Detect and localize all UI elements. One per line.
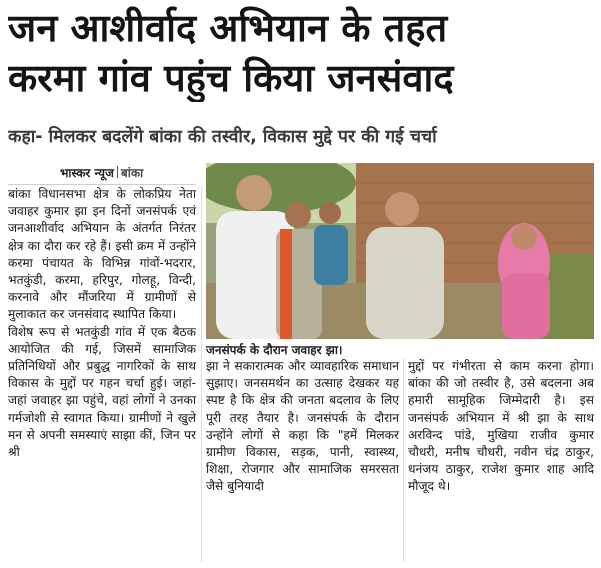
column-2-paragraph-1: झा ने सकारात्मक और व्यावहारिक समाधान सुझाए। जनसमर्थन का उत्साह देखकर यह स्पष्ट है कि क्षेत्र की जनता बदलाव के लिए पूरी तरह तैयार है। जनसंपर्क के दौरान उन्होंने लोगों से कहा कि "हमें मिलकर ग्रामीण विकास, सड़क, पानी, स्वास्थ्य, शिक्षा, रोजगार और सामाजिक समरसता जैसे बुनियादी [206, 359, 399, 494]
article-column-3 [408, 358, 594, 496]
byline [60, 164, 143, 181]
article-column-2 [206, 358, 399, 496]
byline-source: भास्कर न्यूज [60, 166, 114, 180]
column-divider-1 [201, 186, 202, 562]
article-column-1 [8, 186, 196, 461]
headline-line-1: जन आशीर्वाद अभियान के तहत [8, 6, 448, 50]
byline-divider [117, 166, 118, 178]
column-1-paragraph-2: विशेष रूप से भतकुंडी गांव में एक बैठक आयोजित की गई, जिसमें सामाजिक प्रतिनिधियों और प्रबुद्ध नागरिकों के साथ विकास के मुद्दों पर गहन चर्चा हुई। जहां-जहां जवाहर झा पहुंचे, वहां लोगों ने उनका गर्मजोशी से स्वागत किया। ग्रामीणों ने खुले मन से अपनी समस्याएं साझा कीं, जिन पर श्री [8, 324, 196, 460]
column-1-paragraph-1: बांका विधानसभा क्षेत्र के लोकप्रिय नेता जवाहर कुमार झा इन दिनों जनसंपर्क एवं जनआशीर्वाद अभियान के अंतर्गत निरंतर क्षेत्र का दौरा कर रहे हैं। इसी क्रम में उन्होंने करमा पंचायत के विभिन्न गांवों-भदरार, भतकुंडी, करमा, हरिपुर, गोलहू, विन्दी, करनावे और मौंजरिया में ग्रामीणों से मुलाकात कर जनसंवाद स्थापित किया। [8, 187, 196, 322]
column-divider-2 [403, 358, 404, 562]
subheadline: कहा- मिलकर बदलेंगे बांका की तस्वीर, विकास मुद्दे पर की गई चर्चा [8, 127, 437, 147]
column-3-paragraph-1: मुद्दों पर गंभीरता से काम करना होगा। बांका की जो तस्वीर है, उसे बदलना अब हमारी सामूहिक जिम्मेदारी है। इस जनसंपर्क अभियान में श्री झा के साथ अरविन्द पांडे, मुखिया राजीव कुमार चौधरी, मनीष चौधरी, नवीन चंद्र ठाकुर, धनंजय ठाकुर, राजेश कुमार शाह आदि मौजूद थे। [408, 359, 594, 494]
headline-line-2: करमा गांव पहुंच किया जनसंवाद [8, 56, 454, 100]
photo-caption: जनसंपर्क के दौरान जवाहर झा। [206, 343, 343, 357]
news-photo [206, 163, 594, 339]
photo-illustration [206, 163, 594, 339]
byline-rule [8, 184, 196, 185]
byline-place: बांका [120, 166, 144, 180]
